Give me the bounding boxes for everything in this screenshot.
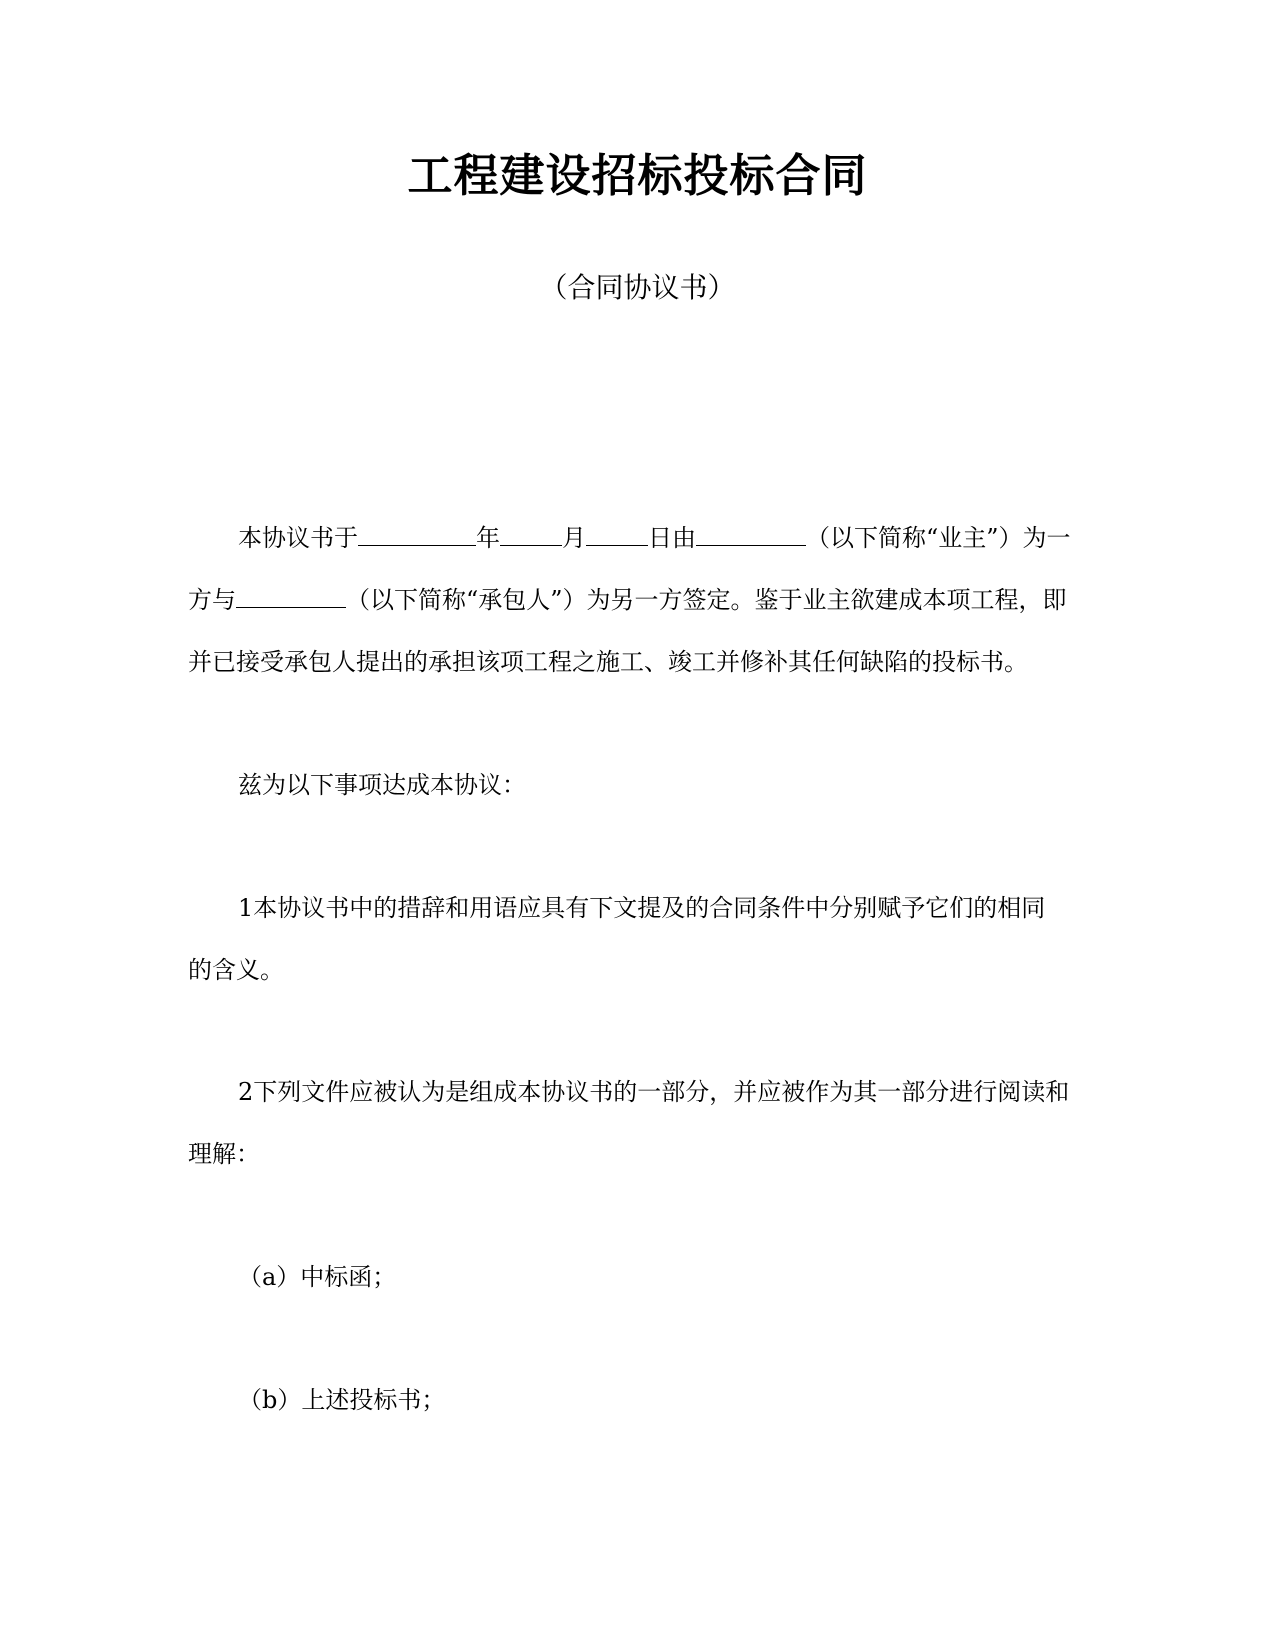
paragraph-line: 兹为以下事项达成本协议： bbox=[238, 771, 526, 799]
text-segment: 年 bbox=[476, 524, 500, 552]
contractor-name-blank bbox=[236, 585, 346, 608]
list-item: （a）中标函； bbox=[238, 1263, 397, 1291]
paragraph-line bbox=[188, 522, 1138, 554]
owner-name-blank bbox=[696, 523, 806, 546]
paragraph-line bbox=[188, 584, 1088, 616]
clause-line: 2下列文件应被认为是组成本协议书的一部分，并应被作为其一部分进行阅读和 bbox=[238, 1078, 1070, 1106]
text-segment: 方与 bbox=[188, 586, 236, 614]
year-blank bbox=[358, 523, 476, 546]
text-segment: （以下简称“业主”）为一 bbox=[806, 524, 1071, 552]
paragraph-line: 并已接受承包人提出的承担该项工程之施工、竣工并修补其任何缺陷的投标书。 bbox=[188, 648, 1028, 676]
list-item: （b）上述投标书； bbox=[238, 1386, 446, 1414]
day-blank bbox=[586, 523, 648, 546]
month-blank bbox=[500, 523, 562, 546]
document-subtitle: （合同协议书） bbox=[539, 271, 736, 304]
clause-line: 理解： bbox=[188, 1140, 260, 1168]
clause-line: 的含义。 bbox=[188, 956, 284, 984]
text-segment: 日由 bbox=[648, 524, 696, 552]
text-segment: 月 bbox=[562, 524, 586, 552]
document-title: 工程建设招标投标合同 bbox=[407, 149, 868, 202]
text-segment: （以下简称“承包人”）为另一方签定。鉴于业主欲建成本项工程，即 bbox=[346, 586, 1067, 614]
clause-line: 1本协议书中的措辞和用语应具有下文提及的合同条件中分别赋予它们的相同 bbox=[238, 894, 1046, 922]
text-segment: 本协议书于 bbox=[238, 524, 358, 552]
